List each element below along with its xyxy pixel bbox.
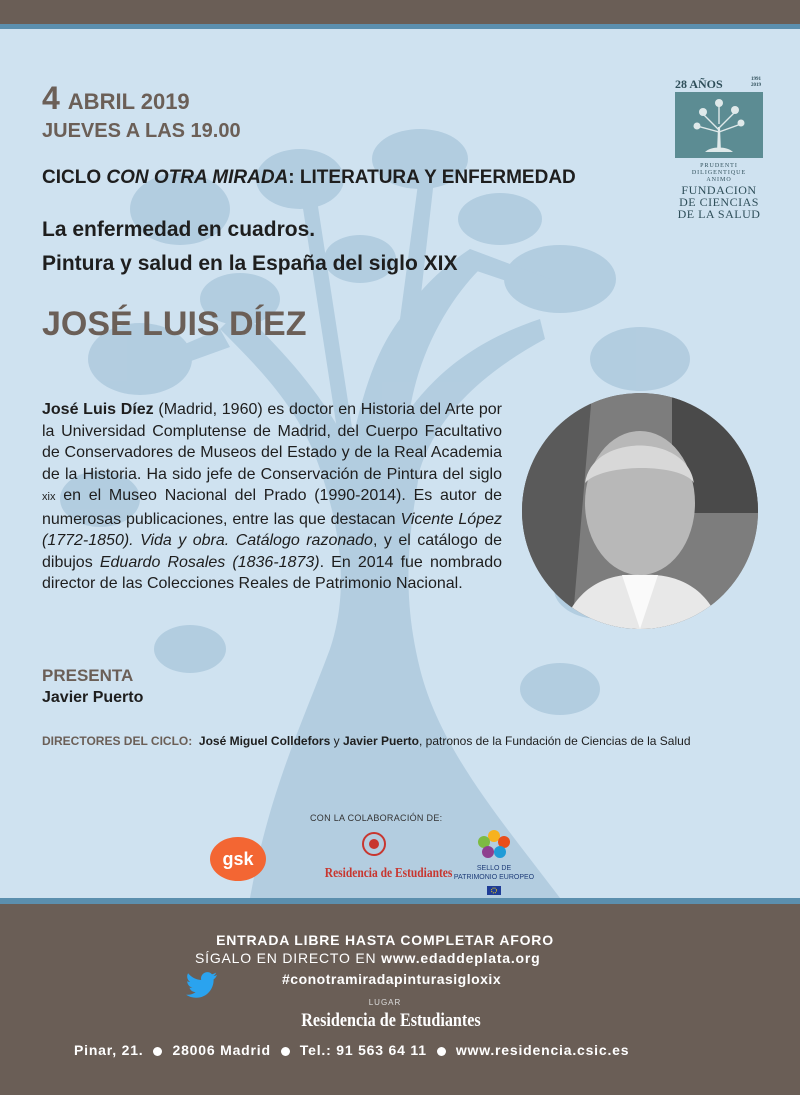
bio-part4: . En 2014 fue nombrado director de las Colecciones Reales de Patrimonio Nacional.	[42, 553, 502, 592]
directors-and: y	[330, 734, 343, 748]
foundation-logo	[675, 77, 763, 220]
cycle-prefix: CICLO	[42, 167, 107, 188]
director-1: José Miguel Colldefors	[198, 734, 331, 748]
foundation-years	[675, 77, 763, 92]
venue-street: Pinar, 21.	[74, 1042, 144, 1058]
bio-name: José Luis Díez	[42, 401, 154, 418]
separator-dot	[153, 1047, 162, 1056]
directors-rest: , patronos de la Fundación de Ciencias de la Salud	[418, 734, 691, 748]
residencia-logo	[314, 831, 453, 882]
cycle-title	[42, 167, 576, 189]
eu-flag-icon	[487, 886, 501, 895]
event-time: JUEVES A LAS 19.00	[42, 120, 241, 142]
sello-line1: SELLO DE	[476, 865, 512, 872]
top-band	[0, 0, 800, 24]
bio-work2: Eduardo Rosales (1836-1873)	[99, 553, 320, 571]
speaker-portrait-placeholder	[522, 393, 758, 629]
foundation-year-start: 1991	[751, 77, 761, 82]
bio-work1: Vicente López (1772-1850). Vida y obra. Catálogo razonado	[42, 510, 502, 549]
foundation-motto-line2: DILIGENTIQUE	[691, 170, 747, 176]
separator-dot	[437, 1047, 446, 1056]
twitter-icon[interactable]	[186, 972, 218, 998]
gsk-logo-text: gsk	[222, 849, 254, 869]
heritage-star-icon	[476, 827, 512, 859]
separator-dot	[281, 1047, 290, 1056]
bio-part3: , y el catálogo de dibujos	[42, 532, 503, 571]
event-month-year: ABRIL 2019	[67, 89, 190, 114]
footer-band	[0, 898, 800, 1095]
venue-website[interactable]: www.residencia.csic.es	[455, 1042, 630, 1058]
bio-part2: en el Museo Nacional del Prado (1990-2014). Es autor de numerosas publicaciones, entre las que destacan	[42, 487, 502, 528]
livestream-notice	[195, 950, 541, 966]
sello-line2: PATRIMONIO EUROPEO	[453, 874, 535, 881]
event-day: 4	[42, 80, 60, 116]
footer-stripe	[0, 898, 800, 904]
venue-phone: Tel.: 91 563 64 11	[299, 1042, 427, 1058]
foundation-years-text: 28 AÑOS	[675, 77, 723, 91]
free-entry-notice: ENTRADA LIBRE HASTA COMPLETAR AFORO	[216, 932, 554, 948]
venue-contact	[74, 1042, 629, 1058]
foundation-motto	[675, 163, 763, 184]
venue-label: LUGAR	[368, 998, 402, 1007]
talk-title-line1: La enfermedad en cuadros.	[42, 218, 316, 241]
foundation-name-line2: DE CIENCIAS	[679, 195, 759, 209]
cycle-suffix: : LITERATURA Y ENFERMEDAD	[288, 167, 576, 188]
event-date	[42, 80, 190, 117]
cycle-directors	[42, 734, 691, 748]
gsk-logo	[208, 834, 268, 884]
foundation-year-end: 2019	[751, 83, 761, 88]
foundation-name	[675, 184, 763, 220]
foundation-motto-line3: ANIMO	[706, 177, 732, 183]
speaker-photo	[522, 393, 758, 629]
foundation-year-range	[751, 77, 761, 89]
collaboration-label: CON LA COLABORACIÓN DE:	[310, 813, 443, 823]
livestream-link[interactable]: www.edaddeplata.org	[381, 950, 541, 966]
foundation-motto-line1: PRUDENTI	[700, 163, 738, 169]
speaker-bio	[42, 399, 502, 595]
presenter-label: PRESENTA	[42, 666, 134, 685]
presenter-name: Javier Puerto	[42, 689, 144, 706]
residencia-logo-text: Residencia de Estudiantes	[324, 866, 453, 881]
foundation-name-line1: FUNDACION	[681, 183, 757, 197]
talk-title-line2: Pintura y salud en la España del siglo XIX	[42, 252, 458, 275]
speaker-name: JOSÉ LUIS DÍEZ	[42, 305, 307, 343]
venue-name: Residencia de Estudiantes	[301, 1010, 481, 1031]
european-heritage-label	[452, 827, 536, 898]
director-2: Javier Puerto	[342, 734, 419, 748]
livestream-prefix: SÍGALO EN DIRECTO EN	[195, 950, 382, 966]
event-hashtag: #conotramiradapinturasigloxix	[282, 971, 502, 987]
cycle-name: CON OTRA MIRADA	[106, 167, 289, 188]
directors-label: DIRECTORES DEL CICLO:	[42, 734, 193, 748]
foundation-tree-icon	[675, 92, 763, 158]
bio-century: xix	[42, 491, 56, 503]
foundation-name-line3: DE LA SALUD	[677, 207, 761, 221]
venue-postal: 28006 Madrid	[172, 1042, 271, 1058]
bio-part1: (Madrid, 1960) es doctor en Historia del Arte por la Universidad Complutense de Madrid, del Cuerpo Facultativo de Conservadores de Museos del Estado y de la Real Academia de la Historia. Ha sido jefe de Conservación de Pintura del siglo	[42, 401, 502, 483]
residencia-emblem-icon	[361, 831, 387, 861]
poster-body	[0, 29, 800, 898]
